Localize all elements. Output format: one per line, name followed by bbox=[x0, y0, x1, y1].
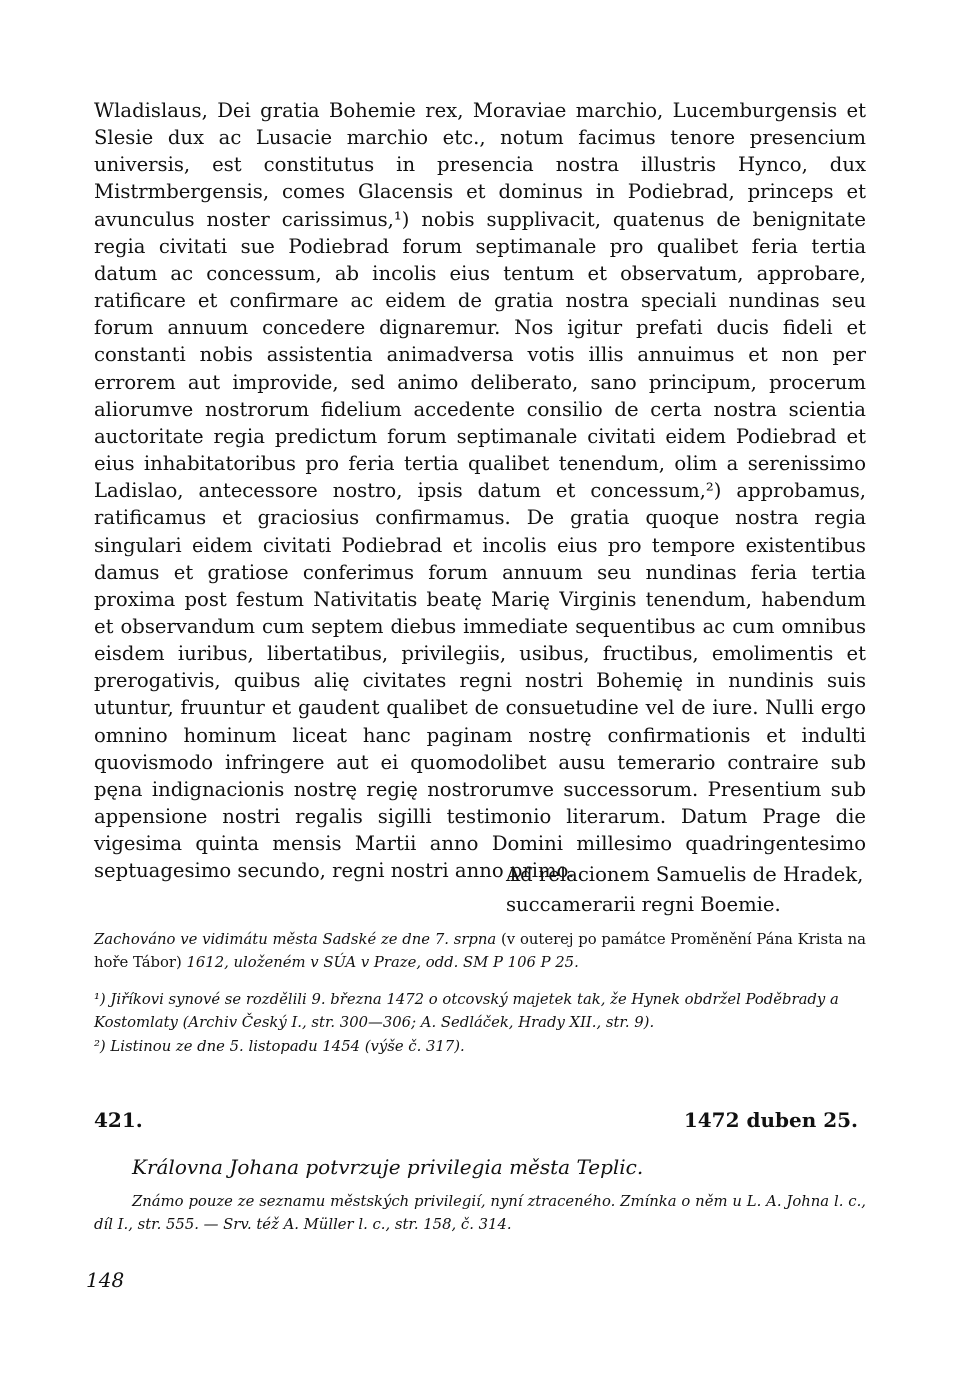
document-date: 1472 duben 25. bbox=[683, 1108, 858, 1132]
document-regest: Královna Johana potvrzuje privilegia města Teplic. bbox=[132, 1155, 644, 1179]
document-number: 421. bbox=[94, 1108, 143, 1132]
source-note-part3: 1612, uloženém v SÚA v Praze, odd. SM P 106 P 25. bbox=[186, 954, 579, 971]
source-note bbox=[94, 928, 866, 974]
signature-line-2: succamerarii regni Boemie. bbox=[506, 893, 781, 916]
source-note-part2: (v outerej po památce Proměnění Pána Krista na hoře Tábor) bbox=[94, 931, 867, 971]
charter-text: Wladislaus, Dei gratia Bohemie rex, Moraviae marchio, Lucemburgensis et Slesie dux ac Lusacie marchio etc., notum facimus tenore presencium universis, est constitutus in presencia nostra illustris Hynco, dux Mistrmbergensis, comes Glacensis et dominus in Podiebrad, princeps et avunculus noster carissimus,¹) nobis supplivacit, quatenus de benignitate regia civitati sue Podiebrad forum septimanale pro qualibet feria tertia datum ac concessum, ab incolis eius tentum et observatum, approbare, ratificare et confirmare ac eidem de gratia nostra speciali nundinas seu forum annuum concedere dignaremur. Nos igitur prefati ducis fideli et constanti nobis assistentia animadversa votis illis annuimus et non per errorem aut improvide, sed animo deliberato, sano principum, procerum aliorumve nostrorum fidelium accedente consilio de certa nostra scientia auctoritate regia predictum forum septimanale civitati eidem Podiebrad et eius inhabitatoribus pro feria tertia qualibet tenendum, olim a serenissimo Ladislao, antecessore nostro, ipsis datum et concessum,²) approbamus, ratificamus et graciosius confirmamus. De gratia quoque nostra regia singulari eidem civitati Podiebrad et incolis eius pro tempore existentibus damus et gratiose conferimus forum annuum seu nundinas feria tertia proxima post festum Nativitatis beatę Marię Virginis tenendum, habendum et observandum cum septem diebus immediate sequentibus ac cum omnibus eisdem iuribus, libertatibus, privilegiis, usibus, fructibus, emolimentis et prerogativis, quibus alię civitates regni nostri Bohemię in nundinis suis utuntur, fruuntur et gaudent qualibet de consuetudine vel de iure. Nulli ergo omnino hominum liceat hanc paginam nostrę confirmationis et indulti quovismodo infringere aut ei quomodolibet ausu temerario contraire sub pęna indignacionis nostrę regię nostrorumve successorum. Presentium sub appensione nostri regalis sigilli testimonio literarum. Datum Prage die vigesima quinta mensis Martii anno Domini millesimo quadringentesimo septuagesimo secundo, regni nostri anno primo. bbox=[94, 99, 866, 883]
signature-line-1: Ad relacionem Samuelis de Hradek, bbox=[506, 863, 864, 886]
document-source: Známo pouze ze seznamu městských privilegií, nyní ztraceného. Zmínka o něm u L. A. Johna l. c., díl I., str. 555. — Srv. též A. Müller l. c., str. 158, č. 314. bbox=[94, 1193, 866, 1233]
footnote-2-text: Listinou ze dne 5. listopadu 1454 (výše č. 317). bbox=[105, 1038, 465, 1055]
footnote-1-text: Jiříkovi synové se rozdělili 9. března 1472 o otcovský majetek tak, že Hynek obdržel Poděbrady a Kostomlaty (Archiv Český I., str. 300—306; A. Sedláček, Hrady XII., str. 9). bbox=[94, 991, 839, 1031]
footnote-2 bbox=[94, 1035, 866, 1058]
signature-block bbox=[506, 860, 863, 920]
page-number: 148 bbox=[86, 1268, 125, 1292]
source-note-part1: Zachováno ve vidimátu města Sadské ze dne 7. srpna bbox=[94, 931, 497, 948]
footnote-1-mark: ¹) bbox=[94, 991, 106, 1008]
footnote-1 bbox=[94, 988, 866, 1034]
footnote-2-mark: ²) bbox=[94, 1038, 106, 1055]
